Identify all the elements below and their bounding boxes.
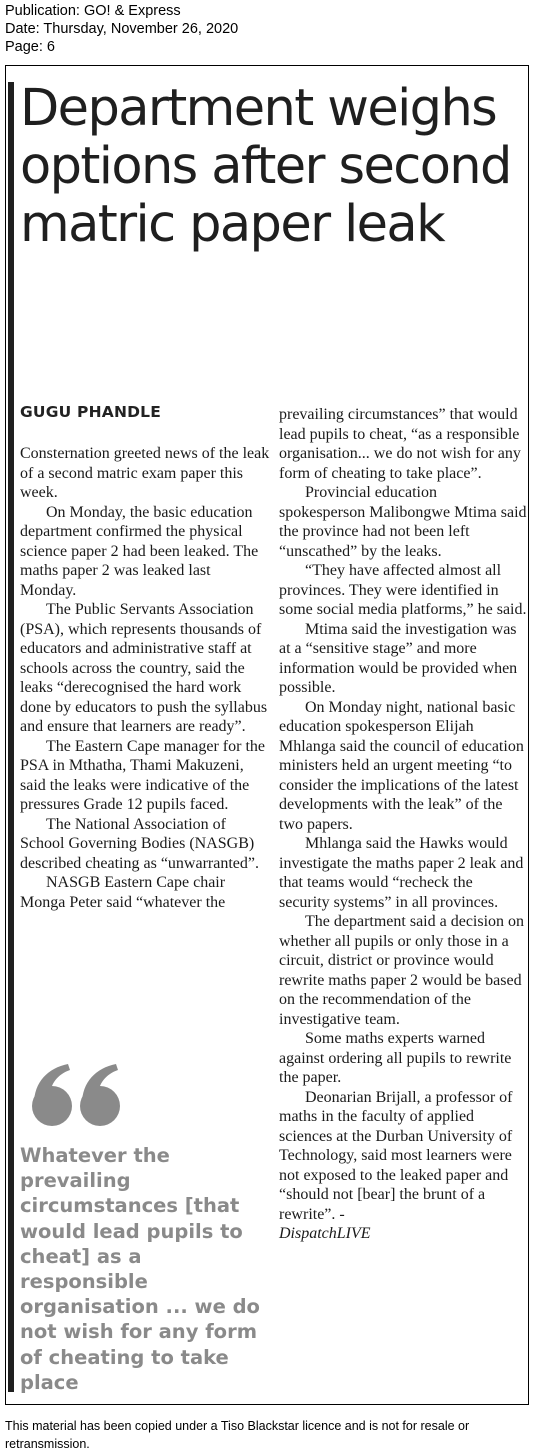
publication-name: Publication: GO! & Express	[5, 3, 181, 19]
licence-notice: This material has been copied under a Tiso Blackstar licence and is not for resale or retransmission.	[5, 1419, 470, 1451]
headline-rule	[8, 82, 14, 1392]
paragraph: The National Association of School Governing Bodies (NASGB) described cheating as “unwarranted”.	[20, 815, 259, 872]
page-number: Page: 6	[5, 39, 55, 55]
paragraph: Consternation greeted news of the leak of a second matric exam paper this week.	[20, 445, 270, 501]
paragraph: Deonarian Brijall, a professor of maths in the faculty of applied sciences at the Durban University of Technology, said most learners were not exposed to the leaked paper and “should not [bear] the brunt of a rewrite”. -	[279, 1088, 513, 1223]
paragraph: “They have affected almost all provinces. They were identified in some social media platforms,” he said.	[279, 562, 527, 618]
paragraph: Mhlanga said the Hawks would investigate the maths paper 2 leak and that teams would “recheck the security systems” in all provinces.	[279, 835, 524, 911]
paragraph: The Public Servants Association (PSA), which represents thousands of educators and administrative staff at schools across the country, said the leaks “derecognised the hard work done by educators to push the syllabus and ensure that learners are ready”.	[20, 601, 268, 735]
publication-meta	[5, 2, 238, 56]
paragraph: The department said a decision on whether all pupils or only those in a circuit, district or province would rewrite maths paper 2 would be based on the recommendation of the investigative team.	[279, 913, 525, 1028]
headline: Department weighs options after second matric paper leak	[20, 79, 511, 254]
column-1	[20, 444, 270, 912]
quote-mark-icon	[28, 1060, 128, 1130]
paragraph: The Eastern Cape manager for the PSA in Mthatha, Thami Makuzeni, said the leaks were indicative of the pressures Grade 12 pupils faced.	[20, 737, 266, 813]
publication-date: Date: Thursday, November 26, 2020	[5, 21, 239, 37]
paragraph: On Monday night, national basic education spokesperson Elijah Mhlanga said the council of education ministers held an urgent meeting “to consider the implications of the latest developments with the leak” of the two papers.	[279, 698, 524, 833]
paragraph: prevailing circumstances” that would lead pupils to cheat, “as a responsible organisation... we do not wish for any form of cheating to take place”.	[279, 406, 521, 482]
paragraph: NASGB Eastern Cape chair Monga Peter said “whatever the	[20, 874, 226, 911]
paragraph: Mtima said the investigation was at a “sensitive stage” and more information would be provided when possible.	[279, 620, 518, 696]
byline: GUGU PHANDLE	[20, 403, 162, 421]
pull-quote: Whatever the prevailing circumstances [that would lead pupils to cheat] as a responsible organisation ... we do not wish for any form of cheating to take place	[20, 1144, 260, 1394]
paragraph: On Monday, the basic education department confirmed the physical science paper 2 had been leaked. The maths paper 2 was leaked last Monday.	[20, 503, 259, 599]
column-2	[279, 405, 527, 1244]
paragraph: Some maths experts warned against ordering all pupils to rewrite the paper.	[279, 1030, 512, 1086]
paragraph: Provincial education spokesperson Malibongwe Mtima said the province had not been left “unscathed” by the leaks.	[279, 484, 527, 560]
sign-off: DispatchLIVE	[279, 1225, 371, 1242]
